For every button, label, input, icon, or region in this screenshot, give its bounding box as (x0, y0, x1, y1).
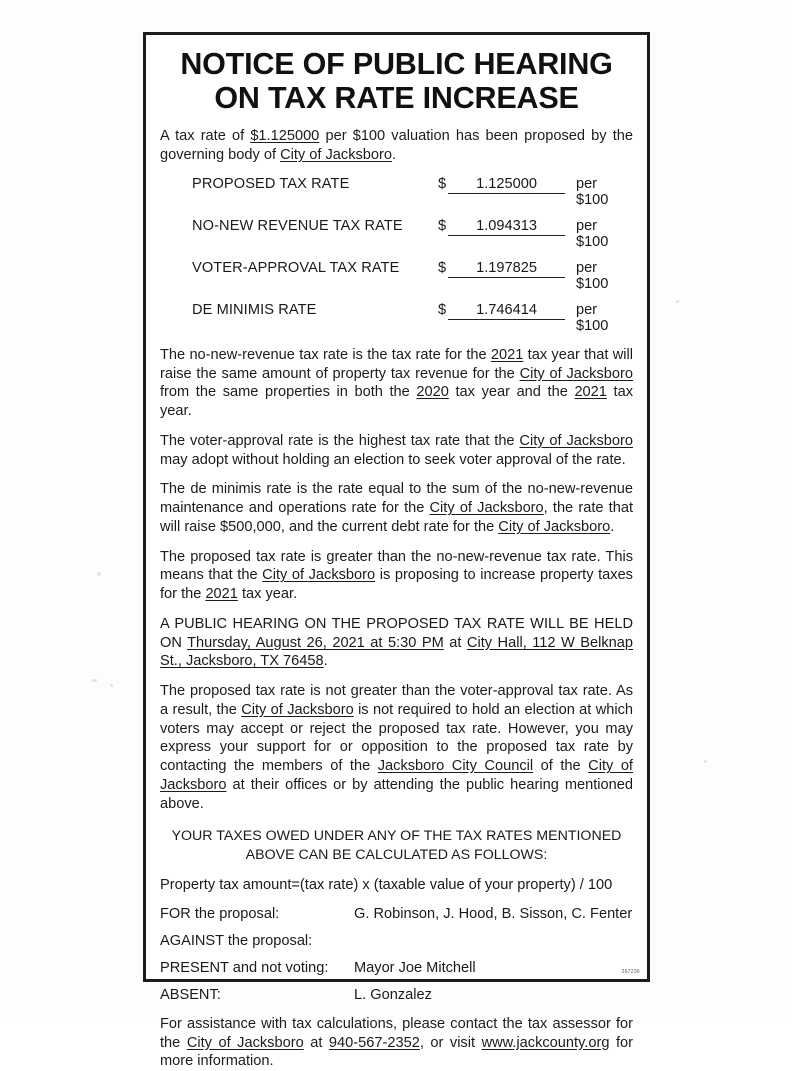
ti-year-1: 2021 (205, 586, 238, 603)
currency-symbol: $ (438, 259, 447, 276)
taxes-owed-line-1: YOUR TAXES OWED UNDER ANY OF THE TAX RATES MENTIONED (171, 828, 622, 845)
footer-text-3: , or visit (419, 1034, 482, 1051)
de-minimis-paragraph (160, 480, 633, 536)
footer-website: www.jackcounty.org (481, 1034, 610, 1051)
dm-text-3: . (610, 518, 615, 535)
hearing-text-1: A PUBLIC HEARING ON THE PROPOSED TAX RATE WILL BE HELD ON (160, 615, 633, 651)
rate-label: NO-NEW REVENUE TAX RATE (192, 217, 403, 234)
dm-text-1: The de minimis rate is the rate equal to the sum of the no-new-revenue maintenance and operations rate for the (160, 481, 633, 517)
rate-value: 1.094313 (448, 218, 565, 236)
table-row (192, 302, 633, 334)
rate-value: 1.197825 (448, 260, 565, 278)
rate-unit: per $100 (575, 217, 609, 250)
footer-text-2: at (303, 1034, 329, 1051)
rate-unit: per $100 (575, 175, 609, 208)
vote-label: AGAINST the proposal: (160, 932, 313, 949)
dm-entity-2: City of Jacksboro (498, 518, 611, 535)
vote-label: ABSENT: (160, 986, 221, 1003)
hearing-datetime: Thursday, August 26, 2021 at 5:30 PM (187, 634, 444, 651)
currency-symbol: $ (438, 175, 447, 192)
tax-increase-paragraph (160, 548, 633, 604)
title-line-1: NOTICE OF PUBLIC HEARING (180, 47, 613, 81)
va-text-2: may adopt without holding an election to seek voter approval of the rate. (160, 451, 626, 468)
vote-names: L. Gonzalez (354, 986, 432, 1003)
ne-text-3: of the (533, 758, 589, 775)
va-text-1: The voter-approval rate is the highest tax rate that the (160, 432, 520, 449)
rate-label: PROPOSED TAX RATE (192, 175, 350, 192)
rate-unit: per $100 (575, 301, 609, 334)
nnr-text-3: from the same properties in both the (160, 384, 417, 401)
intro-proposed-rate: $1.125000 (250, 128, 320, 145)
intro-paragraph (160, 127, 633, 165)
tax-formula: Property tax amount=(tax rate) x (taxable value of your property) / 100 (160, 876, 613, 893)
intro-text-2: per $100 valuation has been proposed by the governing body of (160, 128, 634, 164)
ti-text-2: is proposing to increase property taxes for the (160, 567, 633, 603)
footer-contact-paragraph (160, 1015, 633, 1071)
list-item (160, 906, 633, 922)
footer-entity: City of Jacksboro (186, 1034, 304, 1051)
nnr-text-2: tax year that will raise the same amount of property tax revenue for the (160, 346, 634, 382)
nnr-text-4: tax year and the (448, 384, 575, 401)
public-hearing-details (160, 615, 633, 671)
voter-approval-paragraph (160, 432, 633, 470)
rate-value: 1.125000 (448, 176, 565, 194)
ti-text-1: The proposed tax rate is greater than the no-new-revenue tax rate. This means that the (160, 548, 633, 584)
list-item (160, 960, 633, 976)
footer-phone: 940-567-2352 (328, 1034, 420, 1051)
currency-symbol: $ (438, 301, 447, 318)
nnr-year-2: 2020 (416, 384, 449, 401)
rate-value: 1.746414 (448, 302, 565, 320)
intro-entity: City of Jacksboro (280, 147, 393, 164)
ne-entity-2: City of Jacksboro (160, 758, 633, 793)
vote-label: PRESENT and not voting: (160, 959, 329, 976)
ti-entity-1: City of Jacksboro (262, 567, 376, 584)
vote-names (354, 933, 633, 949)
hearing-location: City Hall, 112 W Belknap St., Jacksboro, TX 76458 (160, 634, 634, 670)
vote-names: Mayor Joe Mitchell (354, 959, 476, 976)
no-election-paragraph (160, 682, 633, 813)
intro-text-1: A tax rate of (160, 128, 251, 145)
vote-names: G. Robinson, J. Hood, B. Sisson, C. Fenter (354, 905, 633, 922)
nnr-year-3: 2021 (574, 384, 607, 401)
nnr-text-1: The no-new-revenue tax rate is the tax rate for the (160, 346, 491, 363)
vote-label: FOR the proposal: (160, 905, 280, 922)
ne-text-2: is not required to hold an election at which voters may accept or reject the proposed tax rate. However, you may express your support for or opposition to the proposed tax rate by contacting the members of the (160, 701, 634, 775)
nnr-text-5: tax year. (160, 384, 633, 420)
list-item (160, 933, 633, 949)
rate-label: VOTER-APPROVAL TAX RATE (192, 259, 400, 276)
ne-text-1: The proposed tax rate is not greater than the voter-approval tax rate. As a result, the (160, 683, 633, 718)
dm-text-2: , the rate that will raise $500,000, and the current debt rate for the (160, 500, 633, 535)
currency-symbol: $ (438, 217, 447, 234)
ne-city-council: Jacksboro City Council (377, 758, 534, 775)
taxes-owed-line-2: ABOVE CAN BE CALCULATED AS FOLLOWS: (245, 847, 548, 864)
ne-text-4: at their offices or by attending the public hearing mentioned above. (160, 776, 633, 812)
taxes-owed-heading (160, 827, 633, 864)
ti-text-3: tax year. (237, 586, 298, 603)
nnr-year-1: 2021 (490, 346, 524, 363)
footer-text-1: For assistance with tax calculations, please contact the tax assessor for the (160, 1015, 633, 1051)
table-row (192, 260, 633, 292)
hearing-text-2: at (443, 634, 467, 651)
ne-entity-1: City of Jacksboro (241, 701, 354, 718)
intro-text-3: . (392, 147, 397, 164)
dm-entity-1: City of Jacksboro (429, 500, 544, 517)
page-title (160, 47, 633, 115)
table-row (192, 218, 633, 250)
tax-rate-notice (143, 32, 650, 1070)
rate-label: DE MINIMIS RATE (192, 301, 317, 318)
vote-tally-list (160, 906, 633, 1003)
rate-table (160, 176, 633, 334)
title-line-2: ON TAX RATE INCREASE (214, 81, 579, 116)
va-entity-1: City of Jacksboro (519, 432, 633, 449)
footer-text-4: for more information. (160, 1034, 634, 1070)
no-new-revenue-paragraph (160, 346, 633, 421)
list-item (160, 987, 633, 1003)
print-reference-code: 267236 (621, 969, 640, 975)
rate-unit: per $100 (575, 259, 609, 292)
nnr-entity-1: City of Jacksboro (519, 365, 633, 382)
hearing-text-3: . (323, 653, 328, 670)
table-row (192, 176, 633, 208)
